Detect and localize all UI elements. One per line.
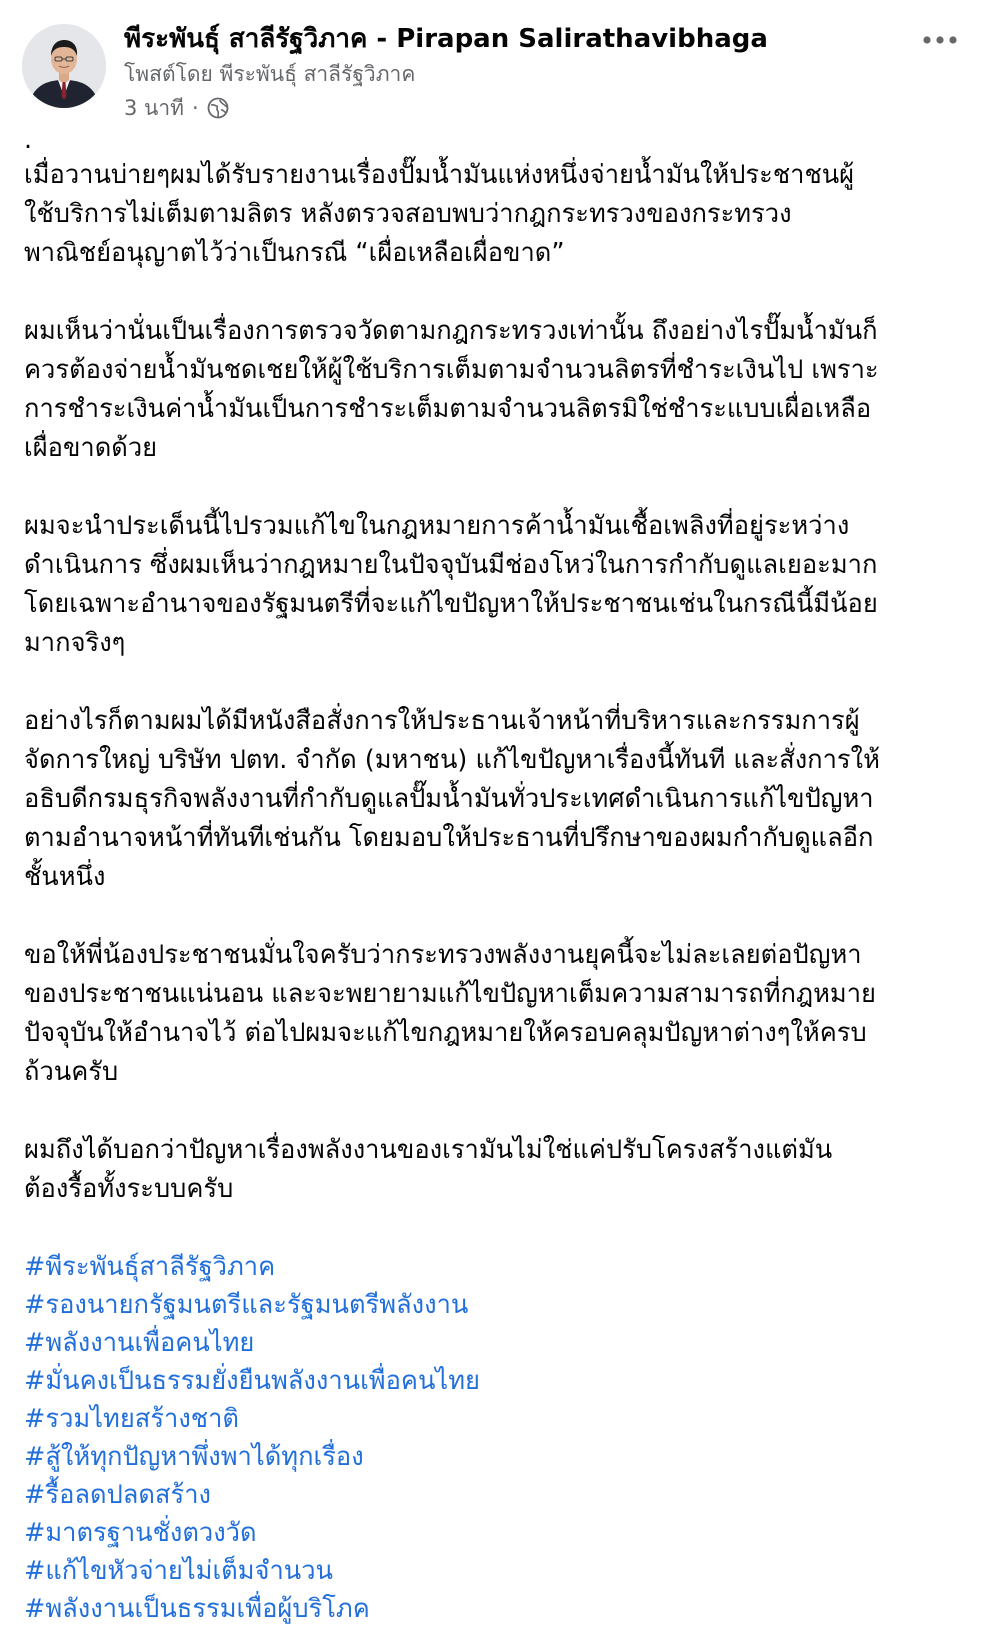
avatar-portrait-icon [22, 24, 106, 108]
more-horizontal-icon [920, 34, 960, 46]
post-body [24, 125, 970, 1628]
post-paragraph: เมื่อวานบ่ายๆผมได้รับรายงานเรื่องปั๊มน้ำมันแห่งหนึ่งจ่ายน้ำมันให้ประชาชนผู้ ใช้บริการไม่เต็มตามลิตร หลังตรวจสอบพบว่ากฎกระทรวงของกระทรวง พาณิชย์อนุญาตไว้ว่าเป็นกรณี “เผื่อเหลือเผื่อขาด” [24, 160, 855, 268]
post-meta [124, 94, 229, 122]
hashtag-link[interactable]: #รองนายกรัฐมนตรีและรัฐมนตรีพลังงาน [24, 1290, 469, 1320]
post-timestamp[interactable]: 3 นาที [124, 95, 185, 120]
post-header [0, 0, 994, 130]
post-paragraph: ผมเห็นว่านั่นเป็นเรื่องการตรวจวัดตามกฎกระทรวงเท่านั้น ถึงอย่างไรปั๊มน้ำมันก็ ควรต้องจ่ายน้ำมันชดเชยให้ผู้ใช้บริการเต็มตามจำนวนลิตรที่ชำระเงินไป เพราะ การชำระเงินค่าน้ำมันเป็นการชำระเต็มตามจำนวนลิตรมิใช่ชำระแบบเผื่อเหลือ เผื่อขาดด้วย [24, 316, 879, 463]
hashtag-link[interactable]: #แก้ไขหัวจ่ายไม่เต็มจำนวน [24, 1556, 333, 1586]
post-paragraph: ผมจะนำประเด็นนี้ไปรวมแก้ไขในกฎหมายการค้าน้ำมันเชื้อเพลิงที่อยู่ระหว่าง ดำเนินการ ซึ่งผมเห็นว่ากฎหมายในปัจจุบันมีช่องโหว่ในการกำกับดูแลเยอะมาก โดยเฉพาะอำนาจของรัฐมนตรีที่จะแก้ไขปัญหาให้ประชาชนเช่นในกรณีนี้มีน้อย มากจริงๆ [24, 511, 878, 658]
hashtag-link[interactable]: #พลังงานเพื่อคนไทย [24, 1328, 255, 1358]
author-name[interactable]: พีระพันธุ์ สาลีรัฐวิภาค - Pirapan Salirathavibhaga [124, 24, 768, 54]
post-paragraph: ผมถึงได้บอกว่าปัญหาเรื่องพลังงานของเรามันไม่ใช่แค่ปรับโครงสร้างแต่มัน ต้องรื้อทั้งระบบครับ [24, 1135, 833, 1204]
hashtag-link[interactable]: #พีระพันธุ์สาลีรัฐวิภาค [24, 1252, 276, 1282]
posted-by-label[interactable]: โพสต์โดย พีระพันธุ์ สาลีรัฐวิภาค [124, 62, 416, 86]
hashtag-link[interactable]: #พลังงานเป็นธรรมเพื่อผู้บริโภค [24, 1594, 370, 1624]
hashtag-link[interactable]: #มาตรฐานชั่งตวงวัด [24, 1518, 257, 1548]
more-options-button[interactable] [920, 26, 960, 54]
globe-icon[interactable] [207, 97, 229, 119]
hashtag-link[interactable]: #รวมไทยสร้างชาติ [24, 1404, 239, 1434]
hashtag-list [24, 1248, 970, 1628]
post-paragraph: อย่างไรก็ตามผมได้มีหนังสือสั่งการให้ประธานเจ้าหน้าที่บริหารและกรรมการผู้ จัดการใหญ่ บริษัท ปตท. จำกัด (มหาชน) แก้ไขปัญหาเรื่องนี้ทันที และสั่งการให้ อธิบดีกรมธุรกิจพลังงานที่กำกับดูแลปั๊มน้ำมันทั่วประเทศดำเนินการแก้ไขปัญหา ตามอำนาจหน้าที่ทันทีเช่นกัน โดยมอบให้ประธานที่ปรึกษาของผมกำกับดูแลอีก ชั้นหนึ่ง [24, 706, 880, 892]
post-paragraph: ขอให้พี่น้องประชาชนมั่นใจครับว่ากระทรวงพลังงานยุคนี้จะไม่ละเลยต่อปัญหา ของประชาชนแน่นอน และจะพยายามแก้ไขปัญหาเต็มความสามารถที่กฎหมาย ปัจจุบันให้อำนาจไว้ ต่อไปผมจะแก้ไขกฎหมายให้ครอบคลุมปัญหาต่างๆให้ครบ ถ้วนครับ [24, 940, 876, 1087]
meta-separator: · [192, 96, 199, 120]
leading-dot: . [24, 125, 33, 155]
author-avatar[interactable] [22, 24, 106, 108]
hashtag-link[interactable]: #รื้อลดปลดสร้าง [24, 1480, 211, 1510]
hashtag-link[interactable]: #สู้ให้ทุกปัญหาพึ่งพาได้ทุกเรื่อง [24, 1442, 364, 1472]
hashtag-link[interactable]: #มั่นคงเป็นธรรมยั่งยืนพลังงานเพื่อคนไทย [24, 1366, 480, 1396]
